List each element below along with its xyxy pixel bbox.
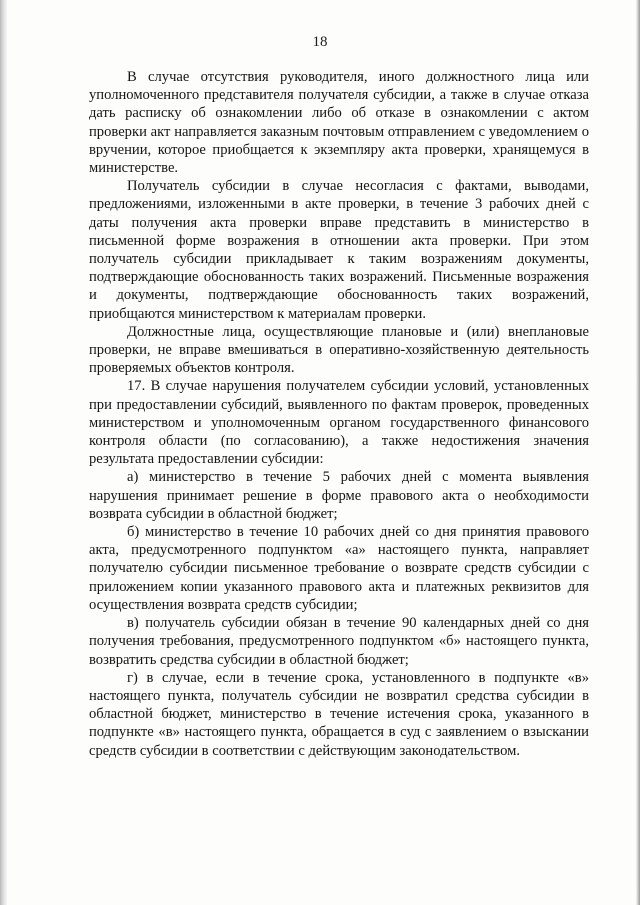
subparagraph-b: б) министерство в течение 10 рабочих дней со дня принятия правового акта, предусмотренного подпунктом «а» настоящего пункта, направляет получателю субсидии письменное требование о возврате средств субсидии с приложением копии указанного правового акта и платежных реквизитов для осуществления возврата средств субсидии; bbox=[89, 524, 589, 613]
document-text bbox=[89, 68, 589, 760]
page-number: 18 bbox=[312, 34, 328, 50]
subparagraph-v: в) получатель субсидии обязан в течение 90 календарных дней со дня получения требования, предусмотренного подпунктом «б» настоящего пункта, возвратить средства субсидии в областной бюджет; bbox=[89, 615, 589, 668]
scan-edge-right bbox=[636, 0, 640, 905]
subparagraph-g: г) в случае, если в течение срока, установленного в подпункте «в» настоящего пункта, получатель субсидии не возвратил средства субсидии в областной бюджет, министерство в течение истечения срока, указанного в подпункте «в» настоящего пункта, обращается в суд с заявлением о взыскании средств субсидии в соответствии с действующим законодательством. bbox=[89, 669, 589, 759]
paragraph-objections: Получатель субсидии в случае несогласия с фактами, выводами, предложениями, изложенными в акте проверки, в течение 3 рабочих дней с даты получения акта проверки вправе представить в министерство в письменной форме возражения в отношении акта проверки. При этом получатель субсидии прикладывает к таким возражениям документы, подтверждающие обоснованность таких возражений. Письменные возражения и документы, подтверждающие обоснованность таких возражений, приобщаются министерством к материалам проверки. bbox=[89, 178, 589, 322]
scan-edge-left bbox=[0, 0, 7, 905]
subparagraph-a: а) министерство в течение 5 рабочих дней с момента выявления нарушения принимает решение в форме правового акта о необходимости возврата субсидии в областной бюджет; bbox=[89, 469, 589, 522]
paragraph-absence-notice: В случае отсутствия руководителя, иного должностного лица или уполномоченного представителя получателя субсидии, а также в случае отказа дать расписку об ознакомлении либо об отказе в ознакомлении с актом проверки акт направляется заказным почтовым отправлением с уведомлением о вручении, которое приобщается к экземпляру акта проверки, хранящемуся в министерстве. bbox=[89, 69, 589, 177]
paragraph-officials: Должностные лица, осуществляющие плановые и (или) внеплановые проверки, не вправе вмешиваться в оперативно-хозяйственную деятельность проверяемых объектов контроля. bbox=[89, 323, 589, 377]
paragraph-clause-17: 17. В случае нарушения получателем субсидии условий, установленных при предоставлении субсидий, выявленного по фактам проверок, проведенных министерством и уполномоченным органом государственного финансового контроля области (по согласованию), а также недостижения значения результата предоставлении субсидии: bbox=[89, 378, 589, 468]
